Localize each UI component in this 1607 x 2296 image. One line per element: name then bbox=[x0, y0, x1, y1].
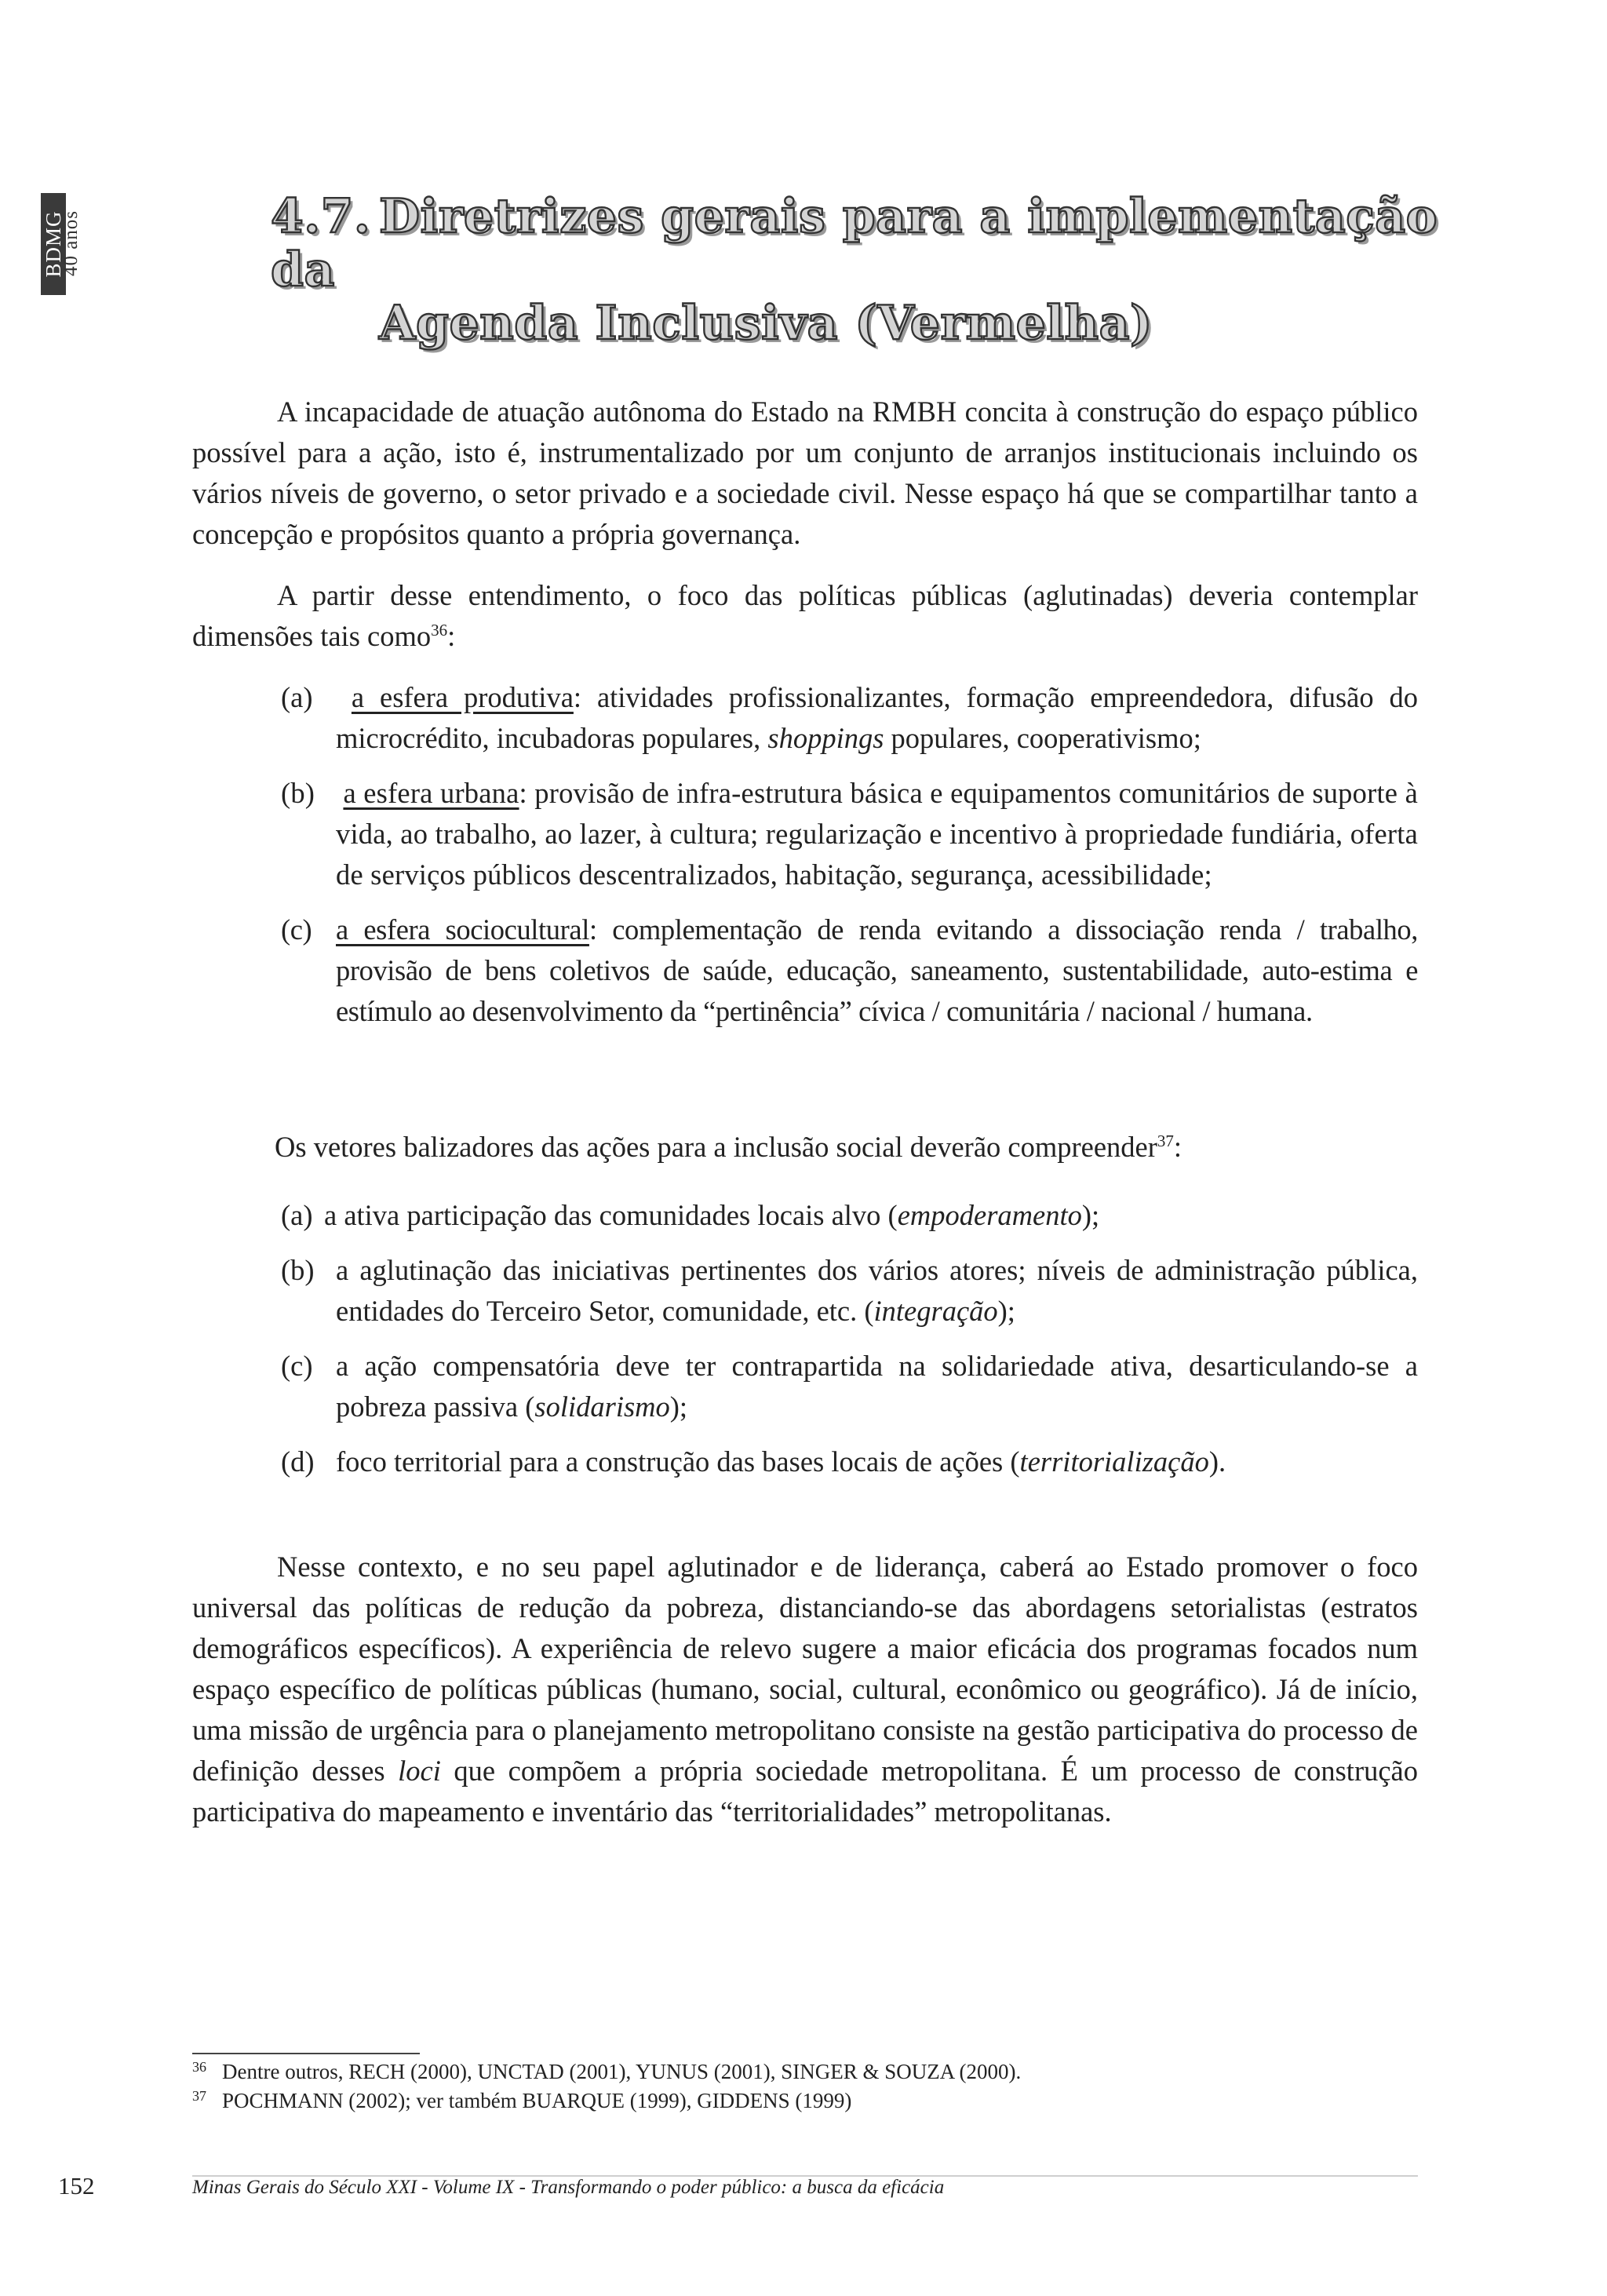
item-marker: (b) bbox=[281, 777, 315, 809]
section-number: 4.7. bbox=[271, 189, 371, 244]
item-marker: (c) bbox=[281, 913, 312, 946]
footnote-text: POCHMANN (2002); ver também BUARQUE (1999), GIDDENS (1999) bbox=[222, 2089, 852, 2112]
list-item: (b) a esfera urbana: provisão de infra-estrutura básica e equipamentos comunitários de suporte à vida, ao trabalho, ao lazer, à cultura; regularização e incentivo à propriedade fundiária, oferta de serviços públicos descentralizados, habitação, segurança, acessibilidade; bbox=[192, 773, 1418, 895]
paragraph-1 bbox=[192, 392, 1418, 555]
paragraph-text: Nesse contexto, e no seu papel aglutinador e de liderança, caberá ao Estado promover o foco universal das políticas de redução da pobreza, distanciando-se das abordagens setorialistas (estratos demográficos específicos). A experiência de relevo sugere a maior eficácia dos programas focados num espaço específico de políticas públicas (humano, social, cultural, econômico ou geográfico). Já de início, uma missão de urgência para o planejamento metropolitano consiste na gestão participativa do processo de definição desses bbox=[192, 1551, 1418, 1787]
list-item: (c) a esfera sociocultural: complementação de renda evitando a dissociação renda / trabalho, provisão de bens coletivos de saúde, educação, saneamento, sustentabilidade, auto-estima e estímulo ao desenvolvimento da “pertinência” cívica / comunitária / nacional / humana. bbox=[192, 909, 1418, 1032]
side-tab bbox=[35, 193, 97, 295]
list-item: (d) foco territorial para a construção das bases locais de ações (territorialização). bbox=[192, 1441, 1418, 1482]
footnote-ref[interactable]: 36 bbox=[431, 620, 448, 640]
item-term: a esfera sociocultural bbox=[336, 913, 589, 946]
item-term: a esfera urbana bbox=[343, 777, 519, 809]
list-item: (b) a aglutinação das iniciativas pertinentes dos vários atores; níveis de administração pública, entidades do Terceiro Setor, comunidade, etc. (integração); bbox=[192, 1250, 1418, 1332]
section-title-line2: Agenda Inclusiva (Vermelha) bbox=[379, 296, 1153, 351]
paragraph-text: Os vetores balizadores das ações para a inclusão social deverão compreender bbox=[275, 1131, 1157, 1163]
item-term: a esfera produtiva bbox=[351, 681, 574, 713]
brand-label: BDMG bbox=[42, 210, 65, 278]
item-marker: (d) bbox=[281, 1445, 315, 1478]
section-heading bbox=[271, 190, 1448, 350]
vectors-list bbox=[192, 1195, 1418, 1482]
brand-subtitle: 40 anos bbox=[60, 210, 82, 277]
dimensions-list bbox=[192, 677, 1418, 1032]
footnote-ref[interactable]: 37 bbox=[1157, 1131, 1174, 1150]
section-title-line1: Diretrizes gerais para a implementação da bbox=[271, 189, 1438, 297]
list-item: (a) a ativa participação das comunidades locais alvo (empoderamento); bbox=[192, 1195, 1418, 1236]
item-marker: (c) bbox=[281, 1350, 313, 1382]
footnote-text: Dentre outros, RECH (2000), UNCTAD (2001), YUNUS (2001), SINGER & SOUZA (2000). bbox=[222, 2060, 1022, 2083]
paragraph-text: A incapacidade de atuação autônoma do Estado na RMBH concita à construção do espaço público possível para a ação, isto é, instrumentalizado por um conjunto de arranjos institucionais incluindo os vários níveis de governo, o setor privado e a sociedade civil. Nesse espaço há que se compartilhar tanto a concepção e propósitos quanto a própria governança. bbox=[192, 395, 1418, 550]
footnote bbox=[192, 2057, 1369, 2086]
running-footer: Minas Gerais do Século XXI - Volume IX - Transformando o poder público: a busca da eficácia bbox=[192, 2177, 945, 2198]
item-marker: (b) bbox=[281, 1254, 315, 1286]
footnote-divider bbox=[192, 2053, 420, 2054]
footnote bbox=[192, 2086, 1369, 2116]
item-marker: (a) bbox=[281, 681, 313, 713]
paragraph-3: Os vetores balizadores das ações para a inclusão social deverão compreender$^{37}$: bbox=[275, 1131, 1182, 1163]
footnote-number: 36 bbox=[192, 2059, 206, 2075]
paragraph-2: A partir desse entendimento, o foco das políticas públicas (aglutinadas) deveria contemplar dimensões tais como$^{36}$: bbox=[192, 579, 1418, 652]
item-marker: (a) bbox=[281, 1199, 313, 1231]
list-item: (a) a esfera produtiva: atividades profissionalizantes, formação empreendedora, difusão do microcrédito, incubadoras populares, shoppings populares, cooperativismo; bbox=[192, 677, 1418, 759]
list-item: (c) a ação compensatória deve ter contrapartida na solidariedade ativa, desarticulando-se a pobreza passiva (solidarismo); bbox=[192, 1346, 1418, 1427]
footnote-number: 37 bbox=[192, 2088, 206, 2104]
footnotes bbox=[192, 2057, 1369, 2116]
page-number: 152 bbox=[58, 2172, 95, 2199]
paragraph-text: A partir desse entendimento, o foco das políticas públicas (aglutinadas) deveria contemplar dimensões tais como bbox=[192, 579, 1418, 652]
paragraph-4: Nesse contexto, e no seu papel aglutinador e de liderança, caberá ao Estado promover o foco universal das políticas de redução da pobreza, distanciando-se das abordagens setorialistas (estratos demográficos específicos). A experiência de relevo sugere a maior eficácia dos programas focados num espaço específico de políticas públicas (humano, social, cultural, econômico ou geográfico). Já de início, uma missão de urgência para o planejamento metropolitano consiste na gestão participativa do processo de definição desses loci que compõem a própria sociedade metropolitana. É um processo de construção participativa do mapeamento e inventário das “territorialidades” metropolitanas. bbox=[192, 1551, 1418, 1828]
